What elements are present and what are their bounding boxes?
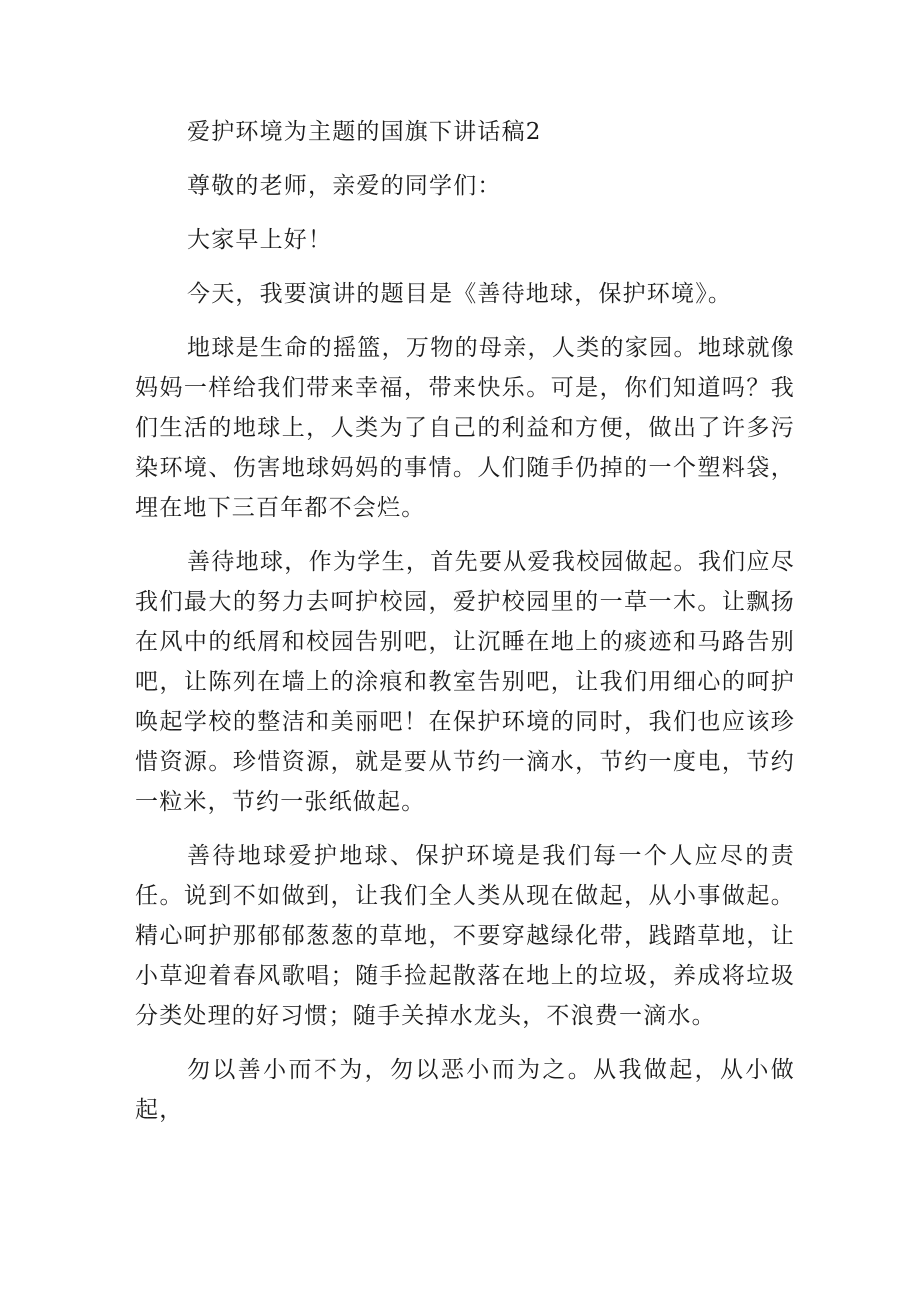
document-body	[135, 112, 795, 1130]
paragraph-campus-care: 善待地球，作为学生，首先要从爱我校园做起。我们应尽我们最大的努力去呵护校园，爱护校园里的一草一木。让飘扬在风中的纸屑和校园告别吧，让沉睡在地上的痰迹和马路告别吧，让陈列在墙上的涂痕和教室告别吧，让我们用细心的呵护唤起学校的整洁和美丽吧！在保护环境的同时，我们也应该珍惜资源。珍惜资源，就是要从节约一滴水，节约一度电，节约一粒米，节约一张纸做起。	[135, 549, 795, 815]
paragraph-closing: 勿以善小而不为，勿以恶小而为之。从我做起，从小做起，	[135, 1057, 795, 1123]
paragraph-responsibility: 善待地球爱护地球、保护环境是我们每一个人应尽的责任。说到不如做到，让我们全人类从现在做起，从小事做起。精心呵护那郁郁葱葱的草地，不要穿越绿化带，践踏草地，让小草迎着春风歌唱；随手捡起散落在地上的垃圾，养成将垃圾分类处理的好习惯；随手关掉水龙头，不浪费一滴水。	[135, 843, 795, 1029]
speech-topic: 今天，我要演讲的题目是《善待地球，保护环境》。	[187, 281, 733, 307]
document-title: 爱护环境为主题的国旗下讲话稿2	[187, 119, 542, 145]
greeting: 大家早上好！	[187, 227, 333, 253]
salutation: 尊敬的老师，亲爱的同学们：	[187, 173, 502, 199]
paragraph-earth-cradle: 地球是生命的摇篮，万物的母亲，人类的家园。地球就像妈妈一样给我们带来幸福，带来快乐。可是，你们知道吗？我们生活的地球上，人类为了自己的利益和方便，做出了许多污染环境、伤害地球妈妈的事情。人们随手仍掉的一个塑料袋，埋在地下三百年都不会烂。	[135, 335, 795, 521]
